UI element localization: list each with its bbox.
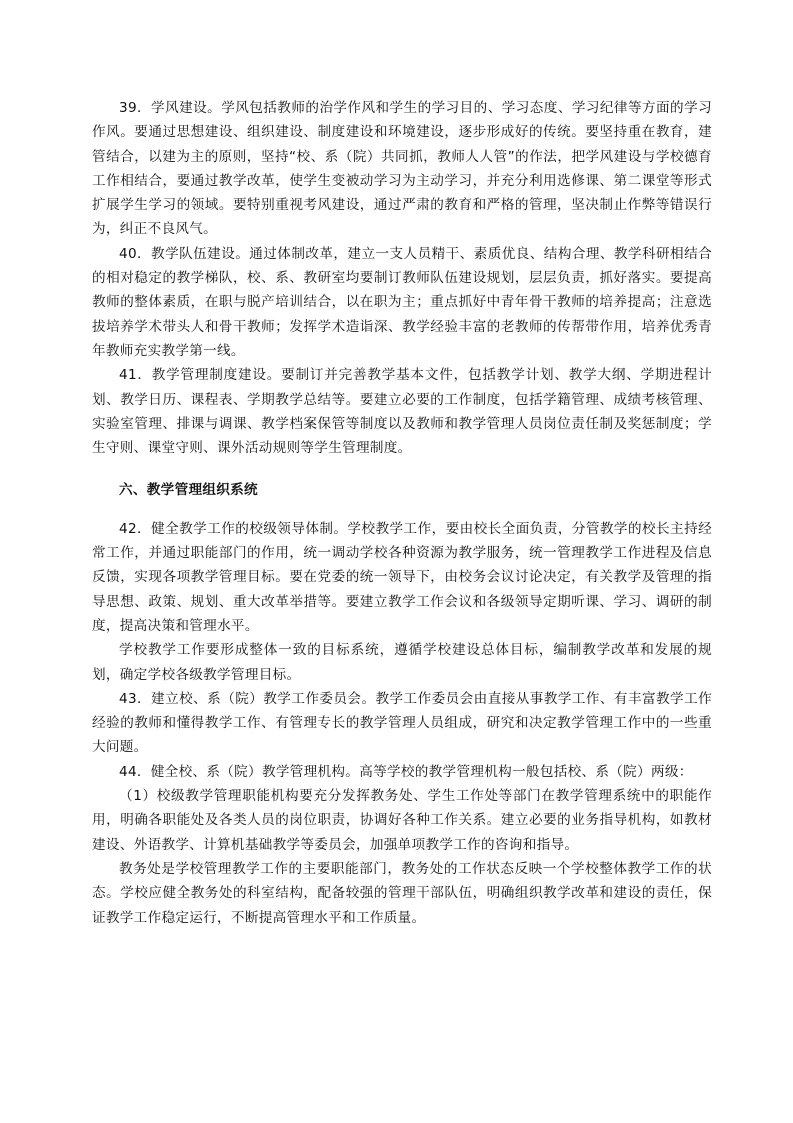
paragraph-42-leadership: 42．健全教学工作的校级领导体制。学校教学工作，要由校长全面负责，分管教学的校长主持经常工作，并通过职能部门的作用，统一调动学校各种资源为教学服务，统一管理教学工作进程及信息反馈，实现各项教学管理目标。要在党委的统一领导下，由校务会议讨论决定，有关教学及管理的指导思想、政策、规划、重大改革举措等。要建立教学工作会议和各级领导定期听课、学习、调研的制度，提高决策和管理水平。 [92, 520, 712, 634]
paragraph-43-committee: 43．建立校、系（院）教学工作委员会。教学工作委员会由直接从事教学工作、有丰富教学工作经验的教师和懂得教学工作、有管理专长的教学管理人员组成，研究和决定教学管理工作中的一些重大问题。 [92, 690, 712, 756]
paragraph-44-institutions: 44．健全校、系（院）教学管理机构。高等学校的教学管理机构一般包括校、系（院）两级： [119, 763, 693, 780]
paragraph-academic-affairs: 教务处是学校管理教学工作的主要职能部门，教务处的工作状态反映一个学校整体教学工作的状态。学校应健全教务处的科室结构，配备较强的管理干部队伍，明确组织教学改革和建设的责任，保证教学工作稳定运行，不断提高管理水平和工作质量。 [92, 860, 712, 926]
section-heading: 六、教学管理组织系统 [119, 482, 258, 499]
paragraph-40-teaching-team: 40．教学队伍建设。通过体制改革，建立一支人员精干、素质优良、结构合理、教学科研相结合的相对稳定的教学梯队，校、系、教研室均要制订教师队伍建设规划，层层负责，抓好落实。要提高教师的整体素质，在职与脱产培训结合，以在职为主；重点抓好中青年骨干教师的培养提高；注意选拔培养学术带头人和骨干教师；发挥学术造诣深、教学经验丰富的老教师的传帮带作用，培养优秀青年教师充实教学第一线。 [92, 245, 712, 359]
paragraph-41-management-system: 41．教学管理制度建设。要制订并完善教学基本文件，包括教学计划、教学大纲、学期进程计划、教学日历、课程表、学期教学总结等。要建立必要的工作制度，包括学籍管理、成绩考核管理、实验室管理、排课与调课、教学档案保管等制度以及教师和教学管理人员岗位责任制及奖惩制度；学生守则、课堂守则、课外活动规则等学生管理制度。 [92, 367, 712, 457]
paragraph-39-study-style: 39．学风建设。学风包括教师的治学作风和学生的学习目的、学习态度、学习纪律等方面的学习作风。要通过思想建设、组织建设、制度建设和环境建设，逐步形成好的传统。要坚持重在教育，建管结合，以建为主的原则，坚持“校、系（院）共同抓，教师人人管”的作法，把学风建设与学校德育工作相结合，要通过教学改革，使学生变被动学习为主动学习，并充分利用选修课、第二课堂等形式扩展学生学习的领域。要特别重视考风建设，通过严肃的教育和严格的管理，坚决制止作弊等错误行为，纠正不良风气。 [92, 100, 712, 238]
paragraph-44-item-1: （1）校级教学管理职能机构要充分发挥教务处、学生工作处等部门在教学管理系统中的职能作用，明确各职能处及各类人员的岗位职责，协调好各种工作关系。建立必要的业务指导机构，如教材建设、外语教学、计算机基础教学等委员会，加强单项教学工作的咨询和指导。 [92, 788, 712, 853]
paragraph-goal-system: 学校教学工作要形成整体一致的目标系统，遵循学校建设总体目标，编制教学改革和发展的规划，确定学校各级教学管理目标。 [92, 642, 712, 683]
document-page [92, 96, 712, 930]
